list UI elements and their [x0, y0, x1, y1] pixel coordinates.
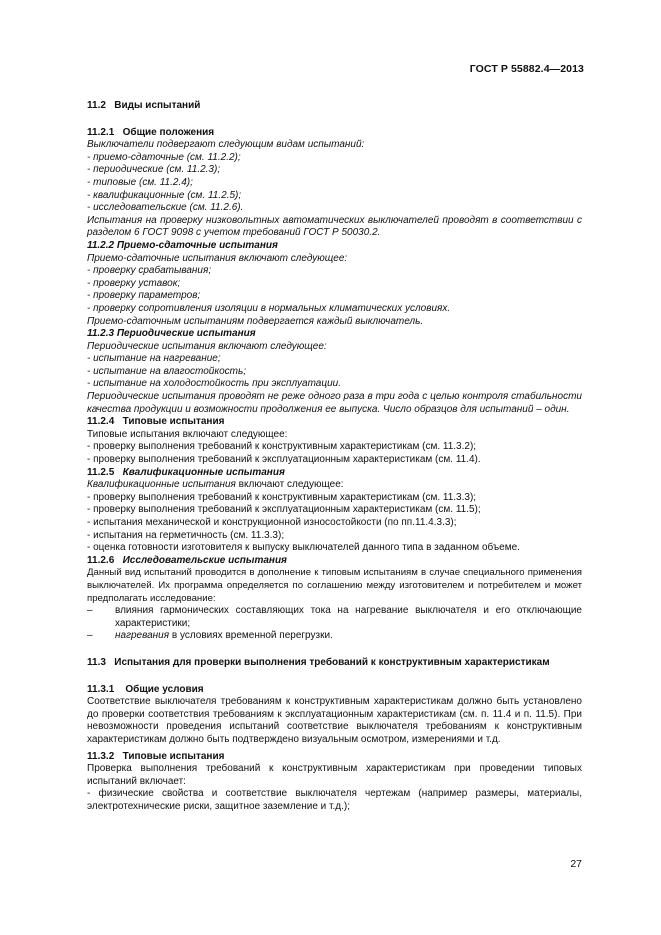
paragraph: Приемо-сдаточные испытания включают следующее: — [87, 252, 348, 264]
section-11-2-2-heading: 11.2.2 Приемо-сдаточные испытания — [87, 239, 278, 251]
list-item-italic-part: нагревания — [115, 630, 170, 642]
section-title: Типовые испытания — [122, 416, 225, 428]
paragraph: Выключатели подвергают следующим видам испытаний: — [87, 139, 365, 151]
list-item: - испытания на герметичность (см. 11.3.3); — [87, 529, 285, 541]
list-item: - испытания механической и конструкционной износостойкости (по пп.11.4.3.3); — [87, 517, 457, 528]
section-number: 11.3 — [87, 656, 106, 668]
list-item: - типовые (см. 11.2.4); — [87, 176, 193, 188]
list-item-text — [115, 630, 582, 643]
section-number: 11.2 — [87, 100, 106, 111]
section-number: 11.2.4 — [87, 416, 115, 428]
section-title: Общие положения — [122, 126, 215, 138]
document-header: ГОСТ Р 55882.4—2013 — [469, 63, 584, 75]
list-item-text: влияния гармонических составляющих тока на нагревание выключателя и его отключающие характеристики; — [115, 605, 582, 629]
section-title: Общие условия — [125, 683, 204, 695]
section-11-3-1-heading — [87, 684, 582, 697]
section-title: Испытания для проверки выполнения требований к конструктивным характеристикам — [114, 656, 550, 668]
paragraph-italic-part: Квалификационные испытания — [87, 479, 236, 491]
section-11-3-heading — [87, 657, 582, 670]
list-item: - проверку выполнения требований к конструктивным характеристикам (см. 11.3.2); — [87, 441, 477, 453]
list-item: - квалификационные (см. 11.2.5); — [87, 189, 242, 201]
list-item: - проверку срабатывания; — [87, 265, 212, 277]
section-title: Типовые испытания — [122, 750, 225, 762]
list-dash: – — [87, 605, 93, 617]
list-item: - приемо-сдаточные (см. 11.2.2); — [87, 151, 241, 163]
section-number: 11.3.2 — [87, 750, 115, 762]
list-item: - проверку сопротивления изоляции в нормальных климатических условиях. — [87, 302, 451, 314]
list-item: - проверку параметров; — [87, 290, 201, 302]
list-item — [87, 605, 582, 630]
list-item: - проверку уставок; — [87, 277, 181, 289]
list-item: - проверку выполнения требований к эксплуатационным характеристикам (см. 11.5); — [87, 504, 481, 516]
list-item: - испытание на нагревание; — [87, 353, 221, 365]
paragraph-rest: включают следующее: — [235, 479, 344, 491]
paragraph: Проверка выполнения требований к конструктивным характеристикам при проведении типовых испытаний включает: — [87, 763, 582, 787]
list-dash: – — [87, 630, 93, 642]
section-11-2-heading — [87, 100, 582, 113]
document-body — [87, 100, 582, 813]
section-number: 11.2.1 — [87, 126, 115, 138]
list-item: - оценка готовности изготовителя к выпуску выключателей данного типа в заданном объеме. — [87, 542, 520, 554]
paragraph: Типовые испытания включают следующее: — [87, 428, 288, 440]
paragraph: Испытания на проверку низковольтных автоматических выключателей проводят в соответствии с разделом 6 ГОСТ 9098 с учетом требований ГОСТ Р 50030.2. — [87, 214, 582, 239]
paragraph: Периодические испытания проводят не реже одного раза в три года с целью контроля стабильности качества продукции и возможности продолжения ее выпуска. Число образцов для испытаний – один. — [87, 391, 582, 415]
paragraph: Соответствие выключателя требованиям к конструктивным характеристикам должно быть установлено до проверки соответствия требованиям к эксплуатационным характеристикам (см. п. 11.4 и п. 11.5). При невозможности проведения испытаний соответствие выключателя требованиям к конструктивным характеристикам должно быть подтверждено визуальным осмотром, измерениями и т.д. — [87, 696, 582, 745]
list-item — [87, 630, 582, 643]
paragraph: Приемо-сдаточным испытаниям подвергается каждый выключатель. — [87, 315, 424, 327]
section-11-2-4-heading — [87, 416, 582, 429]
section-title: Квалификационные испытания — [122, 466, 285, 478]
page-number: 27 — [570, 858, 582, 870]
paragraph — [87, 479, 582, 492]
section-number: 11.2.6 — [87, 554, 115, 566]
list-item: - физические свойства и соответствие выключателя чертежам (например размеры, материалы, электротехнические риски, защитное заземление и т.д.); — [87, 788, 582, 812]
section-11-3-2-heading — [87, 751, 582, 764]
list-item: - испытание на холодостойкость при эксплуатации. — [87, 378, 341, 390]
list-item-rest: в условиях временной перегрузки. — [169, 630, 333, 642]
section-11-2-6-heading — [87, 555, 582, 568]
paragraph: Периодические испытания включают следующее: — [87, 340, 327, 352]
list-item: - испытание на влагостойкость; — [87, 365, 247, 377]
section-11-2-5-heading — [87, 467, 582, 480]
paragraph: Данный вид испытаний проводится в дополнение к типовым испытаниям в случае специального применения выключателей. Их программа определяется по соглашению между изготовителем и потребителем и может предполагать исследование: — [87, 567, 582, 604]
list-item: - исследовательские (см. 11.2.6). — [87, 202, 244, 214]
section-11-2-1-heading — [87, 127, 582, 140]
section-title: Виды испытаний — [114, 100, 201, 111]
section-title: Исследовательские испытания — [122, 554, 287, 566]
section-number: 11.3.1 — [87, 683, 115, 695]
list-item: - проверку выполнения требований к конструктивным характеристикам (см. 11.3.3); — [87, 491, 477, 503]
section-number: 11.2.5 — [87, 466, 115, 478]
list-item: - периодические (см. 11.2.3); — [87, 164, 221, 176]
section-11-2-3-heading: 11.2.3 Периодические испытания — [87, 328, 256, 340]
list-item: - проверку выполнения требований к эксплуатационным характеристикам (см. 11.4). — [87, 454, 481, 466]
